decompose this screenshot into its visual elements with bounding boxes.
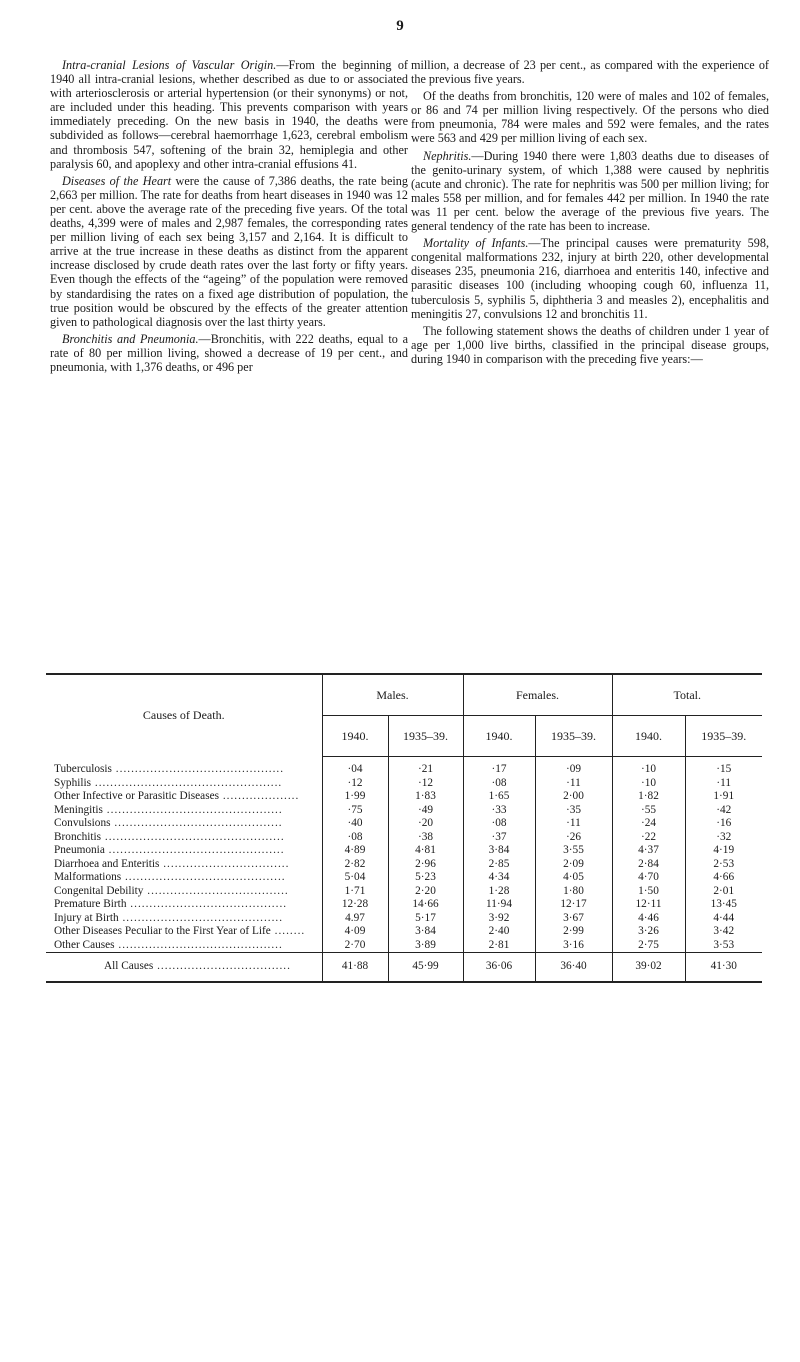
total-rate-cell: 36·06 xyxy=(463,953,535,982)
rate-cell: 3·55 xyxy=(535,844,612,858)
cause-name: Other Diseases Peculiar to the First Year of Life xyxy=(54,925,271,937)
cause-label xyxy=(46,777,322,791)
rate-cell: ·75 xyxy=(322,804,388,818)
leader-dots: .............................................. xyxy=(102,803,283,816)
rate-cell: ·38 xyxy=(388,831,463,845)
total-rate-cell: 41·88 xyxy=(322,953,388,982)
cause-label xyxy=(46,871,322,885)
rate-cell: ·40 xyxy=(322,817,388,831)
table-bottom-rule xyxy=(46,981,762,983)
table-row xyxy=(46,790,762,804)
column-header-period: 1935–39. xyxy=(535,716,612,757)
leader-dots: ................................................. xyxy=(91,776,283,789)
rate-cell: 1·71 xyxy=(322,885,388,899)
rate-cell: ·20 xyxy=(388,817,463,831)
column-group-females: Females. xyxy=(463,675,612,716)
column-header-year: 1940. xyxy=(322,716,388,757)
rate-cell: 4·05 xyxy=(535,871,612,885)
right-column xyxy=(411,58,769,369)
cause-label xyxy=(46,817,322,831)
leader-dots: ............................................ xyxy=(111,762,285,775)
rate-cell: 4·81 xyxy=(388,844,463,858)
paragraph-text: —Bronchitis, with 222 deaths, equal to a rate of 80 per million living, showed a decrease of 19 per cent., and pneumonia, with 1,376 deaths, or 496 per xyxy=(50,331,408,374)
rate-cell: 2·00 xyxy=(535,790,612,804)
rate-cell: ·08 xyxy=(322,831,388,845)
table-row xyxy=(46,871,762,885)
total-cause-name: All Causes xyxy=(104,960,154,973)
cause-name: Injury at Birth xyxy=(54,911,119,924)
rate-cell: 1·65 xyxy=(463,790,535,804)
infant-mortality-table xyxy=(46,673,762,983)
paragraph-lead: Intra-cranial Lesions of Vascular Origin. xyxy=(62,58,277,72)
leader-dots: .................... xyxy=(219,790,300,802)
rate-cell: ·35 xyxy=(535,804,612,818)
rate-cell: ·15 xyxy=(716,763,732,775)
rate-cell: 4·46 xyxy=(612,912,685,926)
paragraph-text: —From the beginning of 1940 all intra-cranial lesions, whether described as due to or associated with arteriosclerosis or arterial hypertension (or their synonyms) or not, are included under this heading. This prevents comparison with years immediately preceding. On the new basis in 1940, the deaths were subdivided as follows—cerebral haemorrhage 1,623, cerebral embolism and thrombosis 547, softening of the brain 32, hemiplegia and other paralysis 60, and apoplexy and other intra-cranial effusions 41. xyxy=(50,58,408,171)
paragraph-lead: Diseases of the Heart xyxy=(62,173,172,188)
paragraph-lead: Nephritis. xyxy=(423,148,472,163)
rate-cell: ·12 xyxy=(322,777,388,791)
cause-name: Bronchitis xyxy=(54,830,102,843)
table-row xyxy=(46,817,762,831)
cause-label xyxy=(46,939,322,953)
rate-cell: 3·16 xyxy=(535,939,612,953)
table-row xyxy=(46,757,762,777)
cause-name: Pneumonia xyxy=(54,844,105,856)
rate-cell: 3·92 xyxy=(463,912,535,926)
table-row xyxy=(46,898,762,912)
rate-cell: 4·89 xyxy=(322,844,388,858)
cause-label xyxy=(46,858,322,872)
rate-cell: 2·01 xyxy=(713,884,735,897)
cause-label xyxy=(46,885,322,899)
rate-cell: ·11 xyxy=(535,817,612,831)
rate-cell: ·11 xyxy=(716,776,732,789)
paragraph-text: were the cause of 7,386 deaths, the rate being 2,663 per million. The rate for deaths from heart diseases in 1940 was 12 per cent. above the average rate of the preceding five years. Of the total deaths, 4,399 were of males and 2,987 females, the corresponding rates per million living of each sex being 3,157 and 2,164. It is difficult to arrive at the true increase in these deaths as distinct from the apparent increase disclosed by crude death rates over the last forty or fifty years. Even though the effects of the “ageing” of the population were removed by standardising the rates on a fixed age distribution of population, the true position would be obscured by the effects of the greater attention given to pathological diagnosis over the last thirty years. xyxy=(50,173,408,329)
cause-name: Other Causes xyxy=(54,938,115,951)
rate-cell: 2·70 xyxy=(322,939,388,953)
cause-name: Congenital Debility xyxy=(54,884,144,897)
paragraph-lead: Mortality of Infants. xyxy=(423,236,529,251)
rate-cell: ·49 xyxy=(388,804,463,818)
rate-cell: 4·19 xyxy=(713,844,735,856)
column-header-year: 1940. xyxy=(463,716,535,757)
paragraph xyxy=(50,58,408,171)
rate-cell: ·17 xyxy=(463,757,535,777)
leader-dots: .............................................. xyxy=(104,844,285,856)
rate-cell: 4.97 xyxy=(322,912,388,926)
table-row xyxy=(46,939,762,953)
leader-dots: ........................................... xyxy=(114,938,283,951)
cause-name: Convulsions xyxy=(54,817,111,829)
paragraph xyxy=(411,89,769,145)
rate-cell: ·26 xyxy=(535,831,612,845)
rate-cell: 3·84 xyxy=(388,925,463,939)
page-number: 9 xyxy=(396,18,404,34)
paragraph-text: —During 1940 there were 1,803 deaths due to diseases of the genito-urinary system, of which 1,388 were caused by nephritis (acute and chronic). The rate for nephritis was 500 per million living; for males 558 per million, and for females 442 per million. In 1940 the rate was 11 per cent. below the average of the previous five years. The general tendency of the rate has been to increase. xyxy=(411,148,769,234)
leader-dots: ............................................ xyxy=(110,817,283,829)
paragraph-lead: Bronchitis and Pneumonia. xyxy=(62,331,199,346)
rate-cell: 12·28 xyxy=(322,898,388,912)
rate-cell: 2·40 xyxy=(463,925,535,939)
table-row xyxy=(46,858,762,872)
rate-cell: ·12 xyxy=(388,777,463,791)
cause-label xyxy=(46,831,322,845)
left-column xyxy=(50,58,408,377)
cause-name: Syphilis xyxy=(54,776,92,789)
rate-cell: 4·44 xyxy=(713,911,735,924)
total-row xyxy=(46,953,762,982)
rate-cell: 2·75 xyxy=(612,939,685,953)
rate-cell: ·21 xyxy=(388,757,463,777)
table-row xyxy=(46,777,762,791)
rate-cell: ·37 xyxy=(463,831,535,845)
column-header-period: 1935–39. xyxy=(685,716,762,757)
paragraph-text: million, a decrease of 23 per cent., as compared with the experience of the previous five years. xyxy=(411,58,769,87)
table-row xyxy=(46,831,762,845)
rate-cell: ·32 xyxy=(716,830,732,843)
rate-cell: ·10 xyxy=(612,757,685,777)
leader-dots: ......................................... xyxy=(126,898,288,910)
total-rate-cell: 36·40 xyxy=(535,953,612,982)
table-row xyxy=(46,885,762,899)
column-group-total: Total. xyxy=(612,675,762,716)
leader-dots: ............................................... xyxy=(101,830,285,843)
rate-cell: ·10 xyxy=(612,777,685,791)
cause-label xyxy=(46,804,322,818)
rate-cell: ·08 xyxy=(463,817,535,831)
rate-cell: ·42 xyxy=(716,803,732,816)
rate-cell: ·55 xyxy=(612,804,685,818)
rate-cell: 2·20 xyxy=(388,885,463,899)
rate-cell: 4·70 xyxy=(612,871,685,885)
paragraph-text: —The principal causes were prematurity 598, congenital malformations 232, injury at birth 220, other developmental diseases 235, pneumonia 216, diarrhoea and enteritis 140, infective and parasitic diseases 100 (including whooping cough 60, influenza 11, tuberculosis 5, syphilis 5, diphtheria 3 and measles 2), encephalitis and meningitis 27, convulsions 12 and bronchitis 11. xyxy=(411,236,769,321)
leader-dots: ................................... xyxy=(153,960,291,973)
rate-cell: 3·53 xyxy=(713,938,735,951)
rate-cell: 13·45 xyxy=(710,898,737,910)
rate-cell: 3·26 xyxy=(612,925,685,939)
rate-cell: ·08 xyxy=(463,777,535,791)
rate-cell: 1·91 xyxy=(713,790,735,802)
cause-name: Malformations xyxy=(54,871,122,883)
rate-cell: 5·17 xyxy=(388,912,463,926)
rate-cell: 2·96 xyxy=(388,858,463,872)
paragraph xyxy=(411,58,769,86)
cause-label xyxy=(46,757,322,777)
total-rate-cell: 45·99 xyxy=(388,953,463,982)
paragraph xyxy=(411,324,769,366)
total-rate-cell: 39·02 xyxy=(612,953,685,982)
rate-cell: 3·89 xyxy=(388,939,463,953)
column-header-period: 1935–39. xyxy=(388,716,463,757)
table-row xyxy=(46,804,762,818)
cause-label xyxy=(46,790,322,804)
rate-cell: ·04 xyxy=(322,757,388,777)
cause-name: Meningitis xyxy=(54,803,103,816)
leader-dots: .......................................... xyxy=(121,871,286,883)
cause-name: Premature Birth xyxy=(54,898,127,910)
rate-cell: ·16 xyxy=(716,817,732,829)
rate-cell: ·33 xyxy=(463,804,535,818)
cause-label xyxy=(46,844,322,858)
rate-cell: 1·80 xyxy=(535,885,612,899)
table-row xyxy=(46,844,762,858)
paragraph-text: Of the deaths from bronchitis, 120 were of males and 102 of females, or 86 and 74 per million living respectively. Of the persons who died from pneumonia, 784 were males and 592 were females, and the rates were 563 and 429 per million living of each sex. xyxy=(411,89,769,146)
rate-cell: ·11 xyxy=(535,777,612,791)
rate-cell: 2·82 xyxy=(322,858,388,872)
table-row xyxy=(46,925,762,939)
column-header-cause: Causes of Death. xyxy=(46,675,322,757)
rate-cell: ·24 xyxy=(612,817,685,831)
rate-cell: 4·09 xyxy=(322,925,388,939)
cause-label xyxy=(46,925,322,939)
rate-cell: 1·82 xyxy=(612,790,685,804)
cause-label xyxy=(46,898,322,912)
rate-cell: 3·84 xyxy=(463,844,535,858)
cause-label xyxy=(46,912,322,926)
leader-dots: ................................. xyxy=(159,857,290,870)
rate-cell: 12·11 xyxy=(612,898,685,912)
total-label xyxy=(46,953,322,982)
cause-name: Other Infective or Parasitic Diseases xyxy=(54,790,219,802)
paragraph-text: The following statement shows the deaths of children under 1 year of age per 1,000 live births, classified in the principal disease groups, during 1940 in comparison with the preceding five years:— xyxy=(411,323,769,366)
cause-name: Diarrhoea and Enteritis xyxy=(54,857,160,870)
rate-cell: 1·99 xyxy=(322,790,388,804)
rate-cell: 2·84 xyxy=(612,858,685,872)
leader-dots: ..................................... xyxy=(143,884,289,897)
column-header-year: 1940. xyxy=(612,716,685,757)
paragraph xyxy=(411,236,769,321)
total-rate-cell: 41·30 xyxy=(685,953,762,982)
rate-cell: 14·66 xyxy=(388,898,463,912)
rate-cell: 3·67 xyxy=(535,912,612,926)
rate-cell: 4·66 xyxy=(713,871,735,883)
paragraph xyxy=(50,332,408,374)
rate-cell: 5·23 xyxy=(388,871,463,885)
rate-cell: 1·28 xyxy=(463,885,535,899)
rate-cell: 11·94 xyxy=(463,898,535,912)
rate-cell: 3·42 xyxy=(713,925,735,937)
column-group-males: Males. xyxy=(322,675,463,716)
rate-cell: ·09 xyxy=(535,757,612,777)
rate-cell: 2·81 xyxy=(463,939,535,953)
paragraph xyxy=(50,174,408,329)
rate-cell: 4·37 xyxy=(612,844,685,858)
leader-dots: .......................................... xyxy=(118,911,284,924)
leader-dots: ........ xyxy=(270,925,306,937)
cause-name: Tuberculosis xyxy=(54,762,112,775)
rate-cell: 2·99 xyxy=(535,925,612,939)
rate-cell: 2·09 xyxy=(535,858,612,872)
rate-cell: ·22 xyxy=(612,831,685,845)
table-row xyxy=(46,912,762,926)
rate-cell: 5·04 xyxy=(322,871,388,885)
rate-cell: 12·17 xyxy=(535,898,612,912)
rate-cell: 2·53 xyxy=(713,857,735,870)
paragraph xyxy=(411,149,769,234)
rate-cell: 1·83 xyxy=(388,790,463,804)
rate-cell: 1·50 xyxy=(612,885,685,899)
rate-cell: 4·34 xyxy=(463,871,535,885)
rate-cell: 2·85 xyxy=(463,858,535,872)
